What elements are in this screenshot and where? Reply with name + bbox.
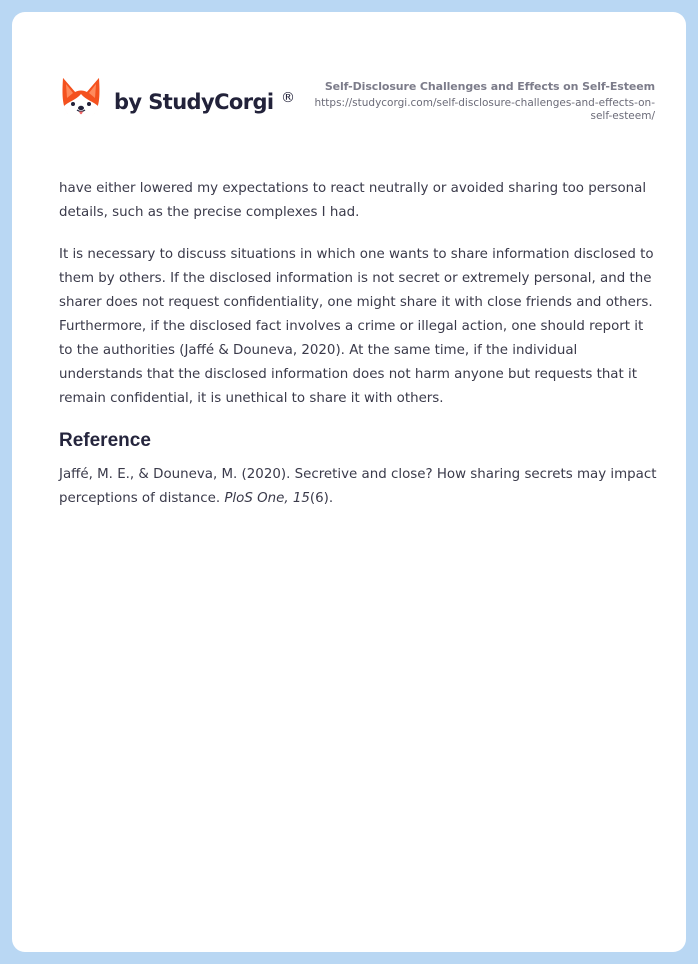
reference-journal: PloS One, 15 (224, 491, 310, 506)
reference-text: Jaffé, M. E., & Douneva, M. (2020). Secretive and close? How sharing secrets may impact perceptions of distance. (59, 467, 657, 506)
document-url[interactable]: https://studycorgi.com/self-disclosure-challenges-and-effects-on-self-esteem/ (314, 97, 655, 122)
paragraph: It is necessary to discuss situations in which one wants to share information disclosed to them by others. If the disclosed information is not secret or extremely personal, and the sharer does not request confidentiality, one might share it with close friends and others. Furthermore, if the disclosed fact involves a crime or illegal action, one should report it to the authorities (Jaffé & Douneva, 2020). At the same time, if the individual understands that the disclosed information does not harm anyone but requests that it remain confidential, it is unethical to share it with others. (59, 247, 654, 406)
studycorgi-logo[interactable] (60, 76, 295, 122)
corgi-icon (60, 76, 102, 122)
document-header (295, 80, 655, 123)
registered-mark: ® (281, 90, 295, 106)
document-page (12, 12, 686, 952)
brand-name: by StudyCorgi (114, 90, 274, 114)
paragraph: have either lowered my expectations to react neutrally or avoided sharing too personal details, such as the precise complexes I had. (59, 181, 647, 220)
reference-entry (59, 463, 659, 511)
document-title: Self-Disclosure Challenges and Effects on Self-Esteem (324, 80, 655, 93)
reference-issue: (6). (309, 491, 334, 506)
document-body (59, 177, 659, 529)
reference-heading: Reference (59, 430, 151, 451)
